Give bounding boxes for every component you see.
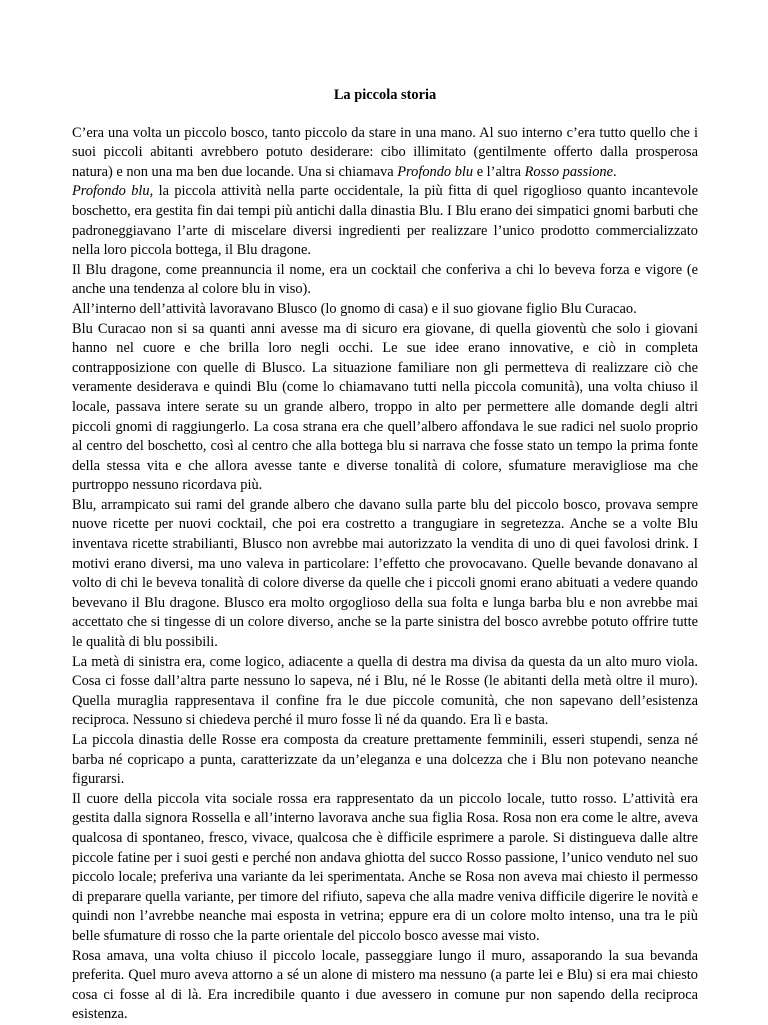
text-run: La metà di sinistra era, come logico, adiacente a quella di destra ma divisa da questa da un alto muro viola. Cosa ci fosse dall’altra parte nessuno lo sapeva, né i Blu, né le Rosse (le abitanti della metà oltre il muro). Quella muraglia rappresentava il confine fra le due piccole comunità, che non sapevano dell’esistenza reciproca. Nessuno si chiedeva perché il muro fosse lì né da quando. Era lì e basta.	[72, 653, 698, 729]
paragraph	[72, 790, 698, 947]
paragraph	[72, 947, 698, 1025]
paragraph	[72, 124, 698, 183]
text-run: e l’altra	[473, 163, 525, 180]
paragraph	[72, 731, 698, 790]
text-run: Il Blu dragone, come preannuncia il nome, era un cocktail che conferiva a chi lo beveva forza e vigore (e anche una tendenza al colore blu in viso).	[72, 261, 698, 298]
document-page	[72, 86, 698, 1025]
paragraph	[72, 300, 698, 320]
paragraph	[72, 261, 698, 300]
text-run: , la piccola attività nella parte occidentale, la più fitta di quel rigoglioso quanto incantevole boschetto, era gestita fin dai tempi più antichi dalla dinastia Blu. I Blu erano dei simpatici gnomi barbuti che padroneggiavano l’arte di miscelare diversi ingredienti per realizzare l’unico prodotto commercializzato nella loro piccola bottega, il Blu dragone.	[72, 183, 698, 259]
text-run: Blu Curacao non si sa quanti anni avesse ma di sicuro era giovane, di quella gioventù che solo i giovani hanno nel cuore e che brilla loro negli occhi. Le sue idee erano innovative, e ciò in completa contrapposizione con quelle di Blusco. La situazione familiare non gli permetteva di realizzare ciò che veramente desiderava e quindi Blu (come lo chiamavano tutti nella piccola comunità), una volta chiuso il locale, passava intere serate su un grande albero, troppo in alto per permettere alle domande degli altri piccoli gnomi di raggiungerlo. La cosa strana era che quell’albero affondava le sue radici nel suolo proprio al centro del boschetto, così al centro che alla bottega blu si narrava che fosse stato un tempo la prima fonte della stessa vita e che allora avesse tante e diverse tonalità di colore, sfumature meravigliose ma che purtroppo nessuno ricordava più.	[72, 320, 698, 494]
document-body	[72, 124, 698, 1025]
paragraph	[72, 496, 698, 653]
paragraph	[72, 320, 698, 496]
italic-text: Rosso passione	[524, 163, 613, 180]
text-run: Blu, arrampicato sui rami del grande albero che davano sulla parte blu del piccolo bosco, provava sempre nuove ricette per nuovi cocktail, che poi era costretto a trangugiare in segretezza. Anche se a volte Blu inventava ricette strabilianti, Blusco non avrebbe mai autorizzato la vendita di uno di quei favolosi drink. I motivi erano diversi, ma uno valeva in particolare: l’effetto che provocavano. Quelle bevande donavano al volto di chi le beveva tonalità di colore diverse da quelle che i piccoli gnomi erano abituati a vedere quando bevevano il Blu dragone. Blusco era molto orgoglioso della sua folta e lunga barba blu e non avrebbe mai accettato che si tingesse di un colore diverso, anche se la parte sinistra del bosco avrebbe potuto offrire tutte le qualità di blu possibili.	[72, 496, 698, 651]
text-run: .	[613, 163, 617, 180]
document-title: La piccola storia	[333, 87, 437, 103]
text-run: C’era una volta un piccolo bosco, tanto piccolo da stare in una mano. Al suo interno c’era tutto quello che i suoi piccoli abitanti avrebbero potuto desiderare: cibo illimitato (gentilmente offerto dalla prosperosa natura) e non una ma ben due locande. Una si chiamava	[72, 124, 698, 180]
text-run: La piccola dinastia delle Rosse era composta da creature prettamente femminili, esseri stupendi, senza né barba né copricapo a punta, caratterizzate da un’eleganza e una dolcezza che i Blu non potevano neanche figurarsi.	[72, 732, 698, 788]
paragraph	[72, 182, 698, 260]
text-run: All’interno dell’attività lavoravano Blusco (lo gnomo di casa) e il suo giovane figlio Blu Curacao.	[72, 300, 637, 317]
text-run: Il cuore della piccola vita sociale rossa era rappresentato da un piccolo locale, tutto rosso. L’attività era gestita dalla signora Rossella e all’interno lavorava anche sua figlia Rosa. Rosa non era come le altre, aveva qualcosa di spontaneo, fresco, vivace, qualcosa che è difficile esprimere a parole. Si distingueva dalle altre piccole fatine per i suoi gesti e perché non andava ghiotta del succo Rosso passione, l’unico venduto nel suo piccolo locale; preferiva una variante da lei sperimentata. Anche se Rosa non aveva mai chiesto il permesso di preparare quella variante, per timore del rifiuto, sapeva che alla madre veniva difficile digerire le novità e quindi non l’avrebbe neanche mai esposta in vetrina; eppure era di un colore molto intenso, una tra le più belle sfumature di rosso che la parte orientale del piccolo bosco avesse mai visto.	[72, 790, 698, 944]
italic-text: Profondo blu	[72, 183, 150, 200]
italic-text: Profondo blu	[397, 163, 474, 180]
paragraph	[72, 653, 698, 731]
text-run: Rosa amava, una volta chiuso il piccolo locale, passeggiare lungo il muro, assaporando la sua bevanda preferita. Quel muro aveva attorno a sé un alone di mistero ma nessuno (a parte lei e Blu) si era mai chiesto cosa ci fosse al di là. Era incredibile quanto i due avessero in comune pur non sapendo della reciproca esistenza.	[72, 947, 698, 1023]
